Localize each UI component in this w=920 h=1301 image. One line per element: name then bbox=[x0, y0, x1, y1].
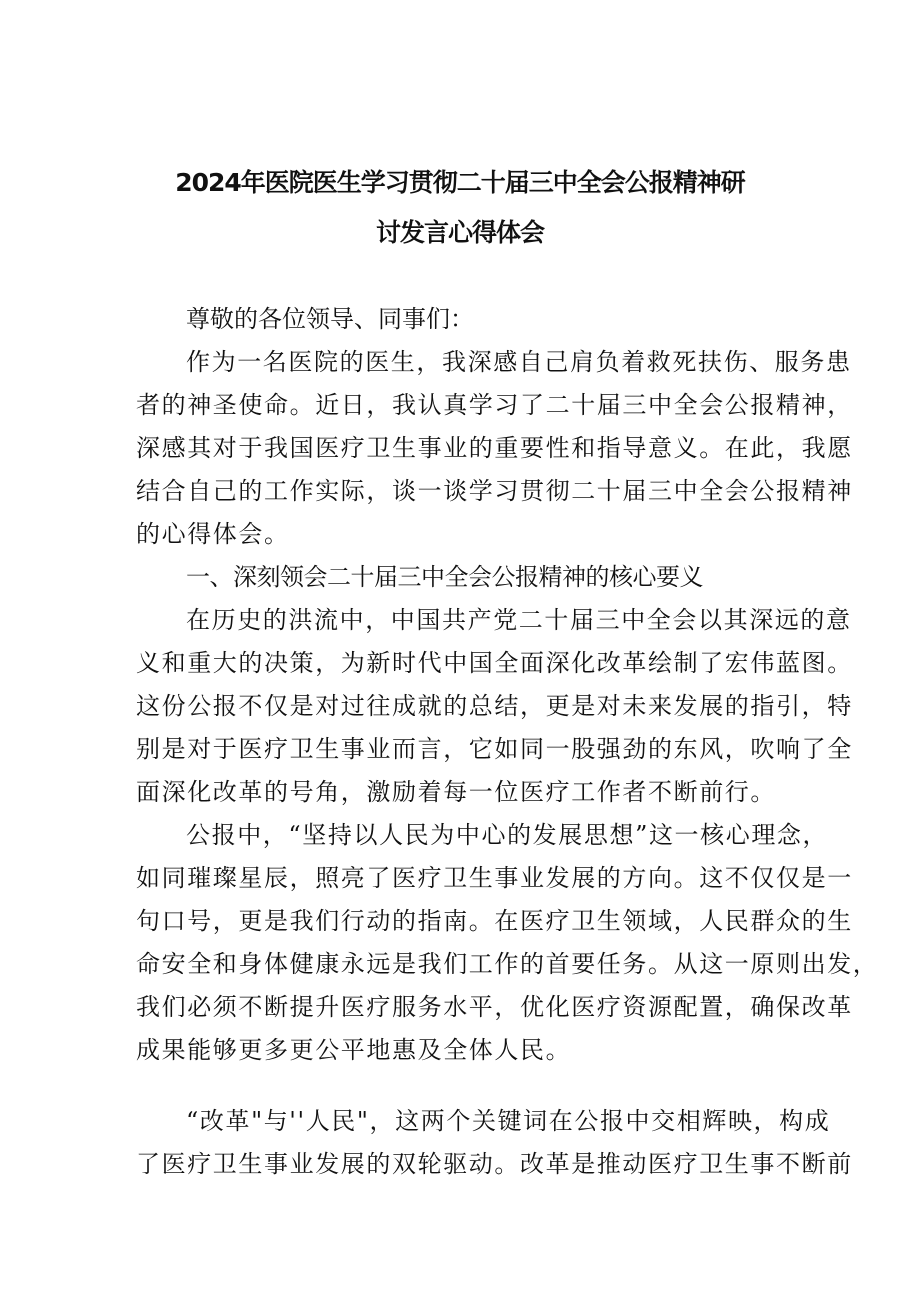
paragraph-line: 句口号，更是我们行动的指南。在医疗卫生领域，人民群众的生 bbox=[136, 907, 853, 935]
paragraph-line: 了医疗卫生事业发展的双轮驱动。改革是推动医疗卫生事不断前 bbox=[136, 1150, 853, 1178]
intro-line: 者的神圣使命。近日，我认真学习了二十届三中全会公报精神， bbox=[136, 391, 853, 419]
paragraph-line: 我们必须不断提升医疗服务水平，优化医疗资源配置，确保改革 bbox=[136, 993, 853, 1021]
salutation: 尊敬的各位领导、同事们： bbox=[186, 305, 474, 333]
paragraph-line: “改革"与''人民"，这两个关键词在公报中交相辉映，构成 bbox=[186, 1107, 831, 1135]
paragraph-line: 别是对于医疗卫生事业而言，它如同一股强劲的东风，吹响了全 bbox=[136, 735, 853, 763]
paragraph-line: 成果能够更多更公平地惠及全体人民。 bbox=[136, 1036, 572, 1064]
paragraph-line: 这份公报不仅是对过往成就的总结，更是对未来发展的指引，特 bbox=[136, 692, 853, 720]
document-title bbox=[130, 158, 790, 258]
paragraph-line: 如同璀璨星辰，照亮了医疗卫生事业发展的方向。这不仅仅是一 bbox=[136, 864, 853, 892]
paragraph-line: 命安全和身体健康永远是我们工作的首要任务。从这一原则出发， bbox=[136, 950, 879, 978]
paragraph-line: 在历史的洪流中，中国共产党二十届三中全会以其深远的意 bbox=[186, 606, 852, 634]
intro-line: 深感其对于我国医疗卫生事业的重要性和指导意义。在此，我愿 bbox=[136, 434, 853, 462]
title-line-2: 讨发言心得体会 bbox=[375, 218, 544, 247]
section-heading: 一、深刻领会二十届三中全会公报精神的核心要义 bbox=[186, 563, 703, 591]
intro-line: 结合自己的工作实际，谈一谈学习贯彻二十届三中全会公报精神 bbox=[136, 477, 853, 505]
paragraph-line: 面深化改革的号角，激励着每一位医疗工作者不断前行。 bbox=[136, 778, 776, 806]
paragraph-line: 义和重大的决策，为新时代中国全面深化改革绘制了宏伟蓝图。 bbox=[136, 649, 853, 677]
title-line-1: 2024年医院医生学习贯彻二十届三中全会公报精神研 bbox=[175, 168, 745, 197]
intro-line: 作为一名医院的医生，我深感自己肩负着救死扶伤、服务患 bbox=[186, 348, 852, 376]
intro-line: 的心得体会。 bbox=[136, 520, 290, 548]
paragraph-line: 公报中，“坚持以人民为中心的发展思想”这一核心理念， bbox=[186, 821, 829, 849]
